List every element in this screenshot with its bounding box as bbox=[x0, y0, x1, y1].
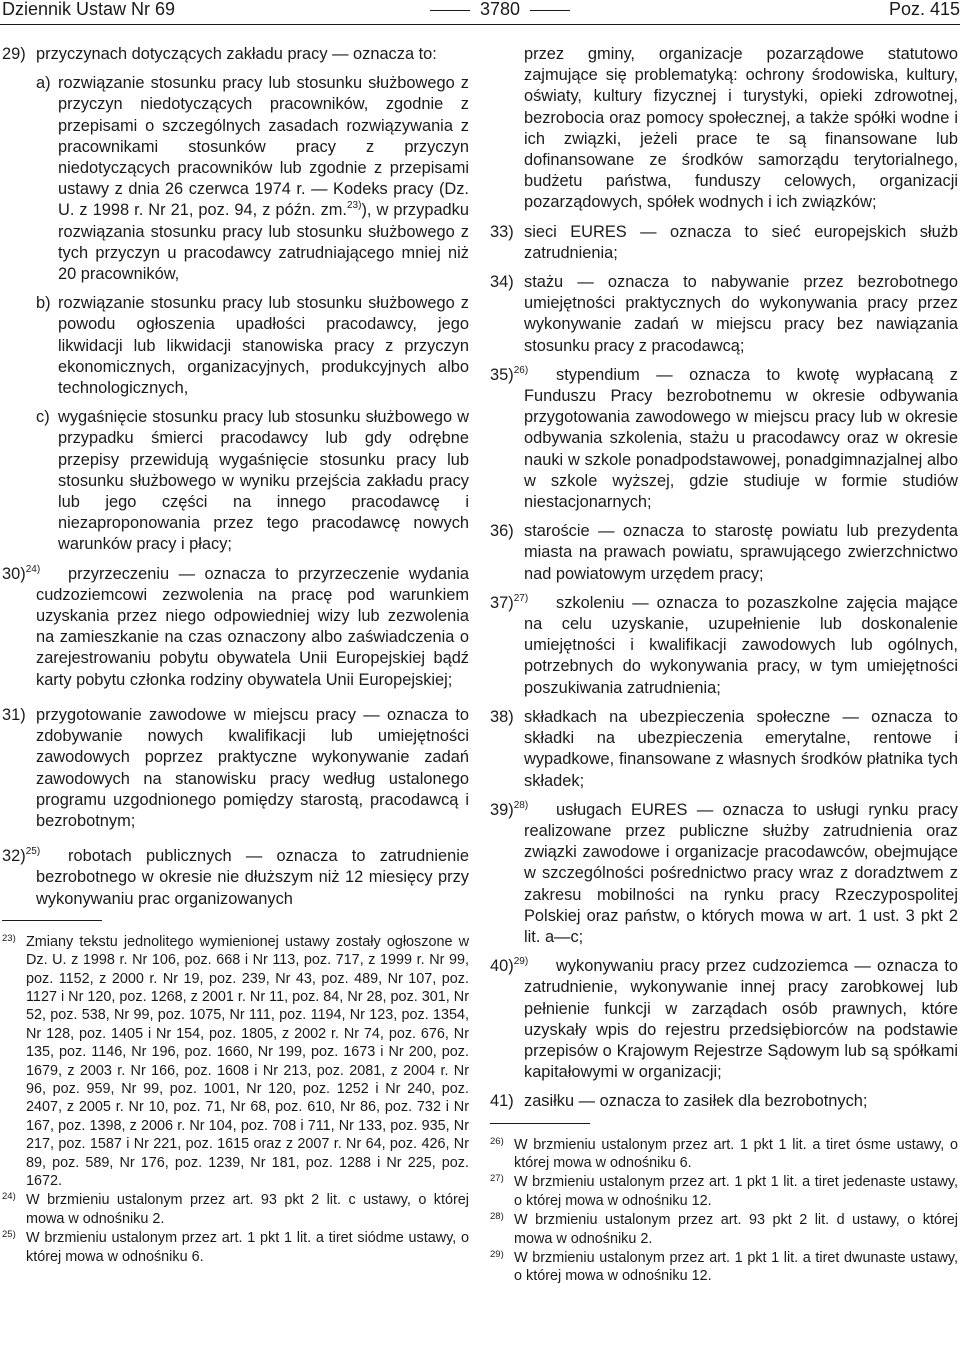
definition-32 bbox=[2, 846, 469, 910]
definition-31 bbox=[2, 705, 469, 832]
spacer bbox=[2, 832, 469, 846]
item-number bbox=[490, 365, 528, 386]
item-text: stażu — oznacza to nabywanie przez bezrobotnego umiejętności praktycznych do wykonywania pracy przez wykonywanie zadań w miejscu pracy bez nawiązania stosunku pracy z pracodawcą; bbox=[524, 273, 958, 355]
footnote-number: 27) bbox=[490, 1173, 504, 1185]
item-number: 36) bbox=[490, 522, 514, 541]
left-column bbox=[2, 44, 469, 1266]
item-number: 31) bbox=[2, 705, 26, 724]
footnote-text: W brzmieniu ustalonym przez art. 1 pkt 1 lit. a tiret siódme ustawy, o której mowa w odnośniku 6. bbox=[26, 1230, 469, 1265]
footnote-ref: 29) bbox=[513, 956, 529, 968]
spacer bbox=[490, 1083, 958, 1091]
subitem-text-cont: ), w przypadku rozwiązania stosunku pracy lub stosunku służbowego z tych przyczyn u pracodawcy zatrudniającego mniej niż 20 pracowników, bbox=[58, 201, 469, 284]
footnote-text: Zmiany tekstu jednolitego wymienionej ustawy zostały ogłoszone w Dz. U. z 1998 r. Nr 106, poz. 668 i Nr 113, poz. 717, z 1999 r. Nr 99, poz. 1152, z 2000 r. Nr 19, poz. 239, Nr 43, poz. 489, Nr 107, poz. 1127 i Nr 120, poz. 1268, z 2001 r. Nr 11, poz. 84, Nr 28, poz. 301, Nr 52, poz. 538, Nr 99, poz. 1075, Nr 111, poz. 1194, Nr 123, poz. 1354, Nr 128, poz. 1405 i Nr 154, poz. 1805, z 2002 r. Nr 74, poz. 676, Nr 135, poz. 1146, Nr 196, poz. 1660, Nr 199, poz. 1673 i Nr 200, poz. 1679, z 2003 r. Nr 166, poz. 1608 i Nr 213, poz. 2081, z 2004 r. Nr 96, poz. 959, Nr 99, poz. 1001, Nr 120, poz. 1252 i Nr 240, poz. 2407, z 2005 r. Nr 10, poz. 71, Nr 68, poz. 610, Nr 86, poz. 732 i Nr 167, poz. 1398, z 2006 r. Nr 104, poz. 708 i 711, Nr 133, poz. 935, Nr 217, poz. 1587 i Nr 221, poz. 1615 oraz z 2007 r. Nr 64, poz. 426, Nr 89, poz. 589, Nr 176, poz. 1239, Nr 181, poz. 1288 i Nr 225, poz. 1672. bbox=[26, 933, 469, 1189]
footnote-29 bbox=[490, 1249, 958, 1286]
item-text: stypendium — oznacza to kwotę wypłacaną z Funduszu Pracy bezrobotnemu w okresie odbywania przygotowania zawodowego w miejscu pracy lub w okresie odbywania szkolenia, stażu u pracodawcy oraz w okresie nauki w szkole ponadpodstawowej, ponadgimnazjalnej albo w szkole wyższej, gdzie studiuje w formie studiów niestacjonarnych; bbox=[524, 365, 958, 512]
subitem-c bbox=[36, 407, 469, 555]
item-text: szkoleniu — oznacza to pozaszkolne zajęcia mające na celu uzyskanie, uzupełnienie lub doskonalenie umiejętności i kwalifikacji zawodowych lub ogólnych, potrzebnych do wykonywania pracy, w tym umiejętności poszukiwania zatrudnienia; bbox=[524, 593, 958, 697]
spacer bbox=[36, 65, 469, 73]
definition-38 bbox=[490, 707, 958, 792]
footnote-rule bbox=[2, 920, 102, 921]
item-number-value: 39) bbox=[490, 800, 514, 819]
subitem-b bbox=[36, 293, 469, 399]
item-number: 34) bbox=[490, 273, 514, 292]
item-text: przygotowanie zawodowe w miejscu pracy — oznacza to zdobywanie nowych kwalifikacji lub umiejętności zawodowych poprzez praktyczne wykonywanie zadań zawodowych na stanowisku pracy według ustalonego programu uzgodnionego pomiędzy starostą, pracodawcą i bezrobotnym; bbox=[36, 705, 469, 830]
footnote-number: 26) bbox=[490, 1135, 504, 1147]
definition-30 bbox=[2, 564, 469, 691]
item-number bbox=[490, 800, 528, 821]
page-number-block bbox=[420, 0, 580, 18]
subitem-letter: b) bbox=[36, 294, 51, 313]
item-number-value: 30) bbox=[2, 564, 26, 583]
item-number-value: 35) bbox=[490, 365, 514, 384]
spacer bbox=[490, 214, 958, 222]
item-text: staroście — oznacza to starostę powiatu lub prezydenta miasta na prawach powiatu, sprawującego zwierzchnictwo nad powiatowym urzędem pracy; bbox=[524, 522, 958, 583]
item-text: robotach publicznych — oznacza to zatrudnienie bezrobotnego w okresie nie dłuższym niż 12 miesięcy przy wykonywaniu prac organizowanych bbox=[36, 847, 469, 908]
spacer bbox=[490, 792, 958, 800]
item-text: składkach na ubezpieczenia społeczne — oznacza to składki na ubezpieczenia emerytalne, rentowe i wypadkowe, finansowane z własnych środków płatnika tych składek; bbox=[524, 707, 958, 790]
item-number: 33) bbox=[490, 222, 514, 241]
subitem-text: rozwiązanie stosunku pracy lub stosunku służbowego z powodu ogłoszenia upadłości pracodawcy, jego likwidacji lub likwidacji stanowiska pracy z przyczyn ekonomicznych, organizacyjnych, produkcyjnych albo technologicznych, bbox=[58, 294, 469, 398]
item-number: 41) bbox=[490, 1092, 514, 1111]
footnote-number: 24) bbox=[2, 1191, 16, 1203]
item-number-value: 32) bbox=[2, 847, 26, 866]
footnote-24 bbox=[2, 1191, 469, 1228]
footnote-ref: 24) bbox=[25, 563, 41, 575]
footnote-26 bbox=[490, 1136, 958, 1173]
dash-right bbox=[530, 10, 570, 11]
footnote-ref: 28) bbox=[513, 799, 529, 811]
page-number: 3780 bbox=[480, 0, 521, 19]
footnote-25 bbox=[2, 1229, 469, 1266]
subitem-text: rozwiązanie stosunku pracy lub stosunku służbowego z przyczyn niedotyczących pracowników, zgodnie z przepisami o szczególnych zasadach rozwiązywania z pracownikami stosunków pracy z przyczyn niedotyczących pracowników lub zgodnie z przepisami ustawy z dnia 26 czerwca 1974 r. — Kodeks pracy (Dz. U. z 1998 r. Nr 21, poz. 94, z późn. zm. bbox=[58, 74, 469, 220]
definition-35 bbox=[490, 365, 958, 513]
definition-37 bbox=[490, 593, 958, 699]
item-text: sieci EURES — oznacza to sieć europejskich służb zatrudnienia; bbox=[524, 222, 958, 262]
footnote-ref: 26) bbox=[513, 364, 529, 376]
spacer bbox=[490, 699, 958, 707]
item-text: przez gminy, organizacje pozarządowe statutowo zajmujące się problematyką: ochrony środowiska, kultury, oświaty, kultury fizycznej i turystyki, opieki zdrowotnej, bezrobocia oraz pomocy społecznej, a także spółki wodne i ich związki, jeżeli prace te są finansowane lub dofinansowane ze środków samorządu terytorialnego, budżetu państwa, funduszy celowych, organizacji pozarządowych, spółek wodnych i ich związków; bbox=[524, 45, 958, 212]
spacer bbox=[490, 948, 958, 956]
item-text: przyrzeczeniu — oznacza to przyrzeczenie wydania cudzoziemcowi zezwolenia na pracę pod warunkiem uzyskania przez niego odpowiedniej wizy lub zezwolenia na zamieszkanie na czas oznaczony albo zaświadczenia o zarejestrowaniu pobytu obywatela Unii Europejskiej bądź karty pobytu członka rodziny obywatela Unii Europejskiej; bbox=[36, 564, 469, 689]
footnote-ref: 27) bbox=[513, 592, 529, 604]
spacer bbox=[2, 556, 469, 564]
item-number: 29) bbox=[2, 45, 26, 63]
footnote-number: 29) bbox=[490, 1248, 504, 1260]
footnote-text: W brzmieniu ustalonym przez art. 1 pkt 1 lit. a tiret jedenaste ustawy, o której mowa w odnośniku 12. bbox=[514, 1174, 958, 1209]
spacer bbox=[490, 357, 958, 365]
definition-34 bbox=[490, 272, 958, 357]
footnote-ref: 23) bbox=[347, 200, 362, 212]
position-number: Poz. 415 bbox=[888, 0, 960, 19]
item-text: zasiłku — oznacza to zasiłek dla bezrobotnych; bbox=[524, 1092, 868, 1111]
footnote-text: W brzmieniu ustalonym przez art. 93 pkt 2 lit. d ustawy, o której mowa w odnośniku 2. bbox=[514, 1212, 958, 1247]
dash-left bbox=[430, 10, 470, 11]
definition-29 bbox=[2, 44, 469, 556]
subitem-a bbox=[36, 73, 469, 285]
footnote-rule bbox=[490, 1123, 590, 1124]
item-number: 38) bbox=[490, 707, 514, 726]
journal-title: Dziennik Ustaw Nr 69 bbox=[2, 0, 176, 19]
definition-33 bbox=[490, 222, 958, 264]
header-rule bbox=[0, 24, 960, 25]
right-column bbox=[490, 44, 958, 1286]
spacer bbox=[36, 285, 469, 293]
footnote-number: 23) bbox=[2, 932, 16, 944]
definition-32-continued bbox=[490, 44, 958, 214]
definition-41 bbox=[490, 1091, 958, 1112]
item-text: wykonywaniu pracy przez cudzoziemca — oznacza to zatrudnienie, wykonywanie innej pracy zarobkowej lub pełnienie funkcji w zarządach osób prawnych, które uzyskały wpis do rejestru przedsiębiorców na podstawie przepisów o Krajowym Rejestrze Sądowym lub są spółkami kapitałowymi w organizacji; bbox=[524, 957, 958, 1082]
definition-40 bbox=[490, 956, 958, 1083]
footnote-number: 28) bbox=[490, 1211, 504, 1223]
item-number bbox=[490, 956, 528, 977]
spacer bbox=[490, 513, 958, 521]
footnote-28 bbox=[490, 1211, 958, 1248]
footnote-number: 25) bbox=[2, 1229, 16, 1241]
spacer bbox=[490, 585, 958, 593]
spacer bbox=[490, 264, 958, 272]
item-number bbox=[490, 593, 528, 614]
footnote-text: W brzmieniu ustalonym przez art. 93 pkt 2 lit. c ustawy, o której mowa w odnośniku 2. bbox=[26, 1192, 469, 1227]
footnote-23 bbox=[2, 933, 469, 1191]
page-header bbox=[0, 0, 960, 18]
item-text: przyczynach dotyczących zakładu pracy — oznacza to: bbox=[36, 45, 437, 63]
subitem-text: wygaśnięcie stosunku pracy lub stosunku służbowego w przypadku śmierci pracodawcy lub gdy odrębne przepisy przewidują wygaśnięcie stosunku pracy lub stosunku służbowego w wyniku przejścia zakładu pracy lub jego części na innego pracodawcę i niezaproponowania przez tego pracodawcę nowych warunków pracy i płacy; bbox=[58, 408, 469, 554]
footnote-ref: 25) bbox=[25, 846, 41, 858]
item-number-value: 40) bbox=[490, 957, 514, 976]
definition-36 bbox=[490, 521, 958, 585]
spacer bbox=[36, 399, 469, 407]
item-number bbox=[2, 564, 40, 585]
footnote-text: W brzmieniu ustalonym przez art. 1 pkt 1 lit. a tiret ósme ustawy, o której mowa w odnośniku 6. bbox=[514, 1136, 958, 1171]
subitem-letter: a) bbox=[36, 74, 51, 93]
item-number-value: 37) bbox=[490, 593, 514, 612]
footnote-27 bbox=[490, 1173, 958, 1210]
item-text: usługach EURES — oznacza to usługi rynku pracy realizowane przez publiczne służby zatrudnienia oraz związki zawodowe i organizacje pracodawców, obejmujące w szczególności pośrednictwo pracy wraz z doradztwem z zakresu mobilności na rynku pracy Rzeczypospolitej Polskiej oraz państw, o których mowa w art. 1 ust. 3 pkt 2 lit. a—c; bbox=[524, 800, 958, 946]
item-number bbox=[2, 846, 40, 867]
subitem-letter: c) bbox=[36, 408, 50, 427]
definition-39 bbox=[490, 800, 958, 948]
footnote-text: W brzmieniu ustalonym przez art. 1 pkt 1 lit. a tiret dwunaste ustawy, o której mowa w odnośniku 12. bbox=[514, 1249, 958, 1285]
spacer bbox=[2, 691, 469, 705]
